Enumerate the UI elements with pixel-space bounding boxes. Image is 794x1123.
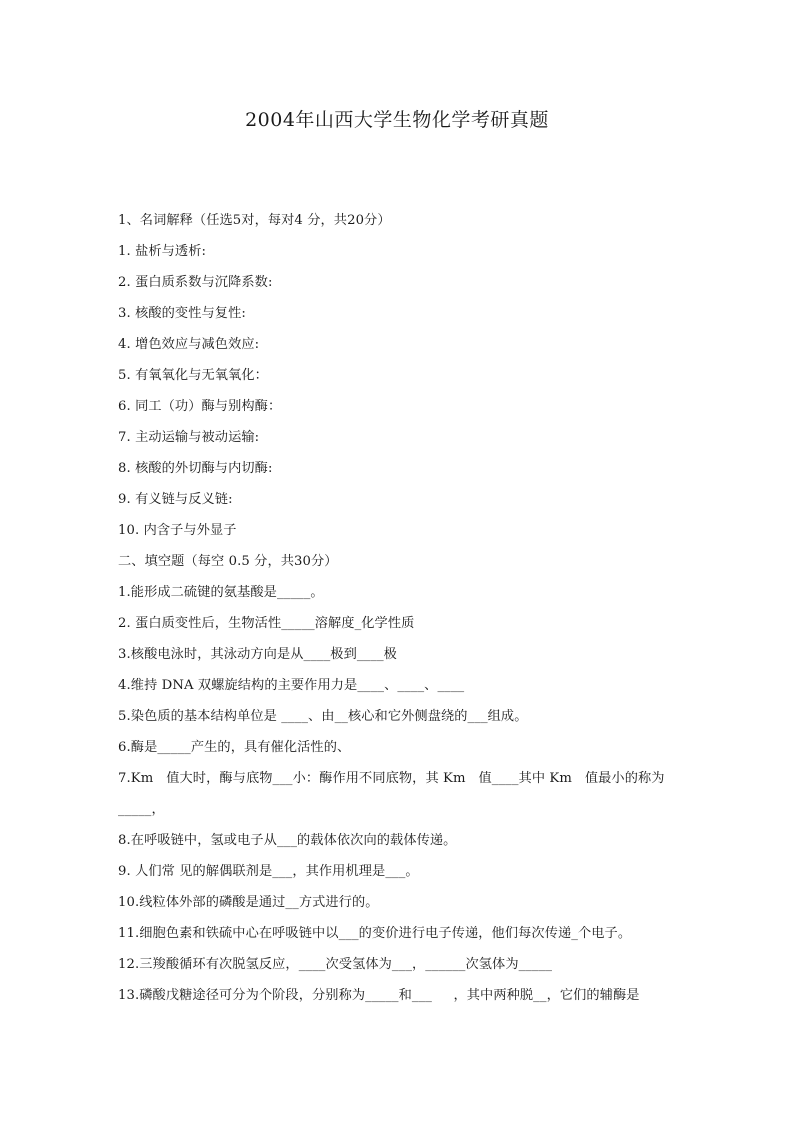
definition-item: 3. 核酸的变性与复性: bbox=[118, 306, 246, 321]
definition-item: 6. 同工（功）酶与别构酶： bbox=[118, 399, 282, 414]
fill-in-item: 9. 人们常 见的解偶联剂是___，其作用机理是___。 bbox=[118, 864, 419, 879]
fill-in-item: 11.细胞色素和铁硫中心在呼吸链中以___的变价进行电子传递，他们每次传递_个电子。 bbox=[118, 926, 632, 941]
fill-in-item: 6.酶是_____产生的，具有催化活性的、 bbox=[118, 740, 351, 755]
fill-in-item: 1.能形成二硫键的氨基酸是_____。 bbox=[118, 585, 324, 600]
fill-in-item: 12.三羧酸循环有次脱氢反应，____次受氢体为___，______次氢体为_____ bbox=[118, 957, 553, 972]
definition-item: 5. 有氧氧化与无氧氧化： bbox=[118, 368, 268, 383]
fill-in-item: 3.核酸电泳时，其泳动方向是从____极到____极 bbox=[118, 647, 397, 662]
section-heading-definitions: 1、名词解释（任选5对，每对4 分，共20分） bbox=[118, 213, 391, 228]
definition-item: 9. 有义链与反义链: bbox=[118, 492, 233, 507]
fill-in-item-continuation: _____， bbox=[118, 802, 165, 817]
definition-item: 2. 蛋白质系数与沉降系数: bbox=[118, 275, 273, 290]
definition-item: 1. 盐析与透析: bbox=[118, 244, 207, 259]
definition-item: 4. 增色效应与减色效应: bbox=[118, 337, 260, 352]
fill-in-item: 7.Km 值大时，酶与底物___小：酶作用不同底物，其 Km 值____其中 Km 值最小的称为 bbox=[118, 771, 665, 786]
fill-in-item: 4.维持 DNA 双螺旋结构的主要作用力是____、____、____ bbox=[118, 678, 465, 693]
definition-item: 7. 主动运输与被动运输: bbox=[118, 430, 260, 445]
document-title: 2004年山西大学生物化学考研真题 bbox=[245, 109, 549, 131]
definition-item: 10. 内含子与外显子 bbox=[118, 523, 237, 538]
fill-in-item: 13.磷酸戊糖途径可分为个阶段，分别称为_____和___ ，其中两种脱__，它们的辅酶是 bbox=[118, 988, 640, 1003]
fill-in-item: 10.线粒体外部的磷酸是通过__方式进行的。 bbox=[118, 895, 379, 910]
document-body bbox=[118, 205, 688, 1011]
fill-in-item: 5.染色质的基本结构单位是 ____、由__核心和它外侧盘绕的___组成。 bbox=[118, 709, 528, 724]
section-heading-fill-in: 二、填空题（每空 0.5 分，共30分） bbox=[118, 554, 338, 569]
fill-in-item: 2. 蛋白质变性后，生物活性_____溶解度_化学性质 bbox=[118, 616, 415, 631]
definition-item: 8. 核酸的外切酶与内切酶: bbox=[118, 461, 273, 476]
fill-in-item: 8.在呼吸链中，氢或电子从___的载体依次向的载体传递。 bbox=[118, 833, 457, 848]
